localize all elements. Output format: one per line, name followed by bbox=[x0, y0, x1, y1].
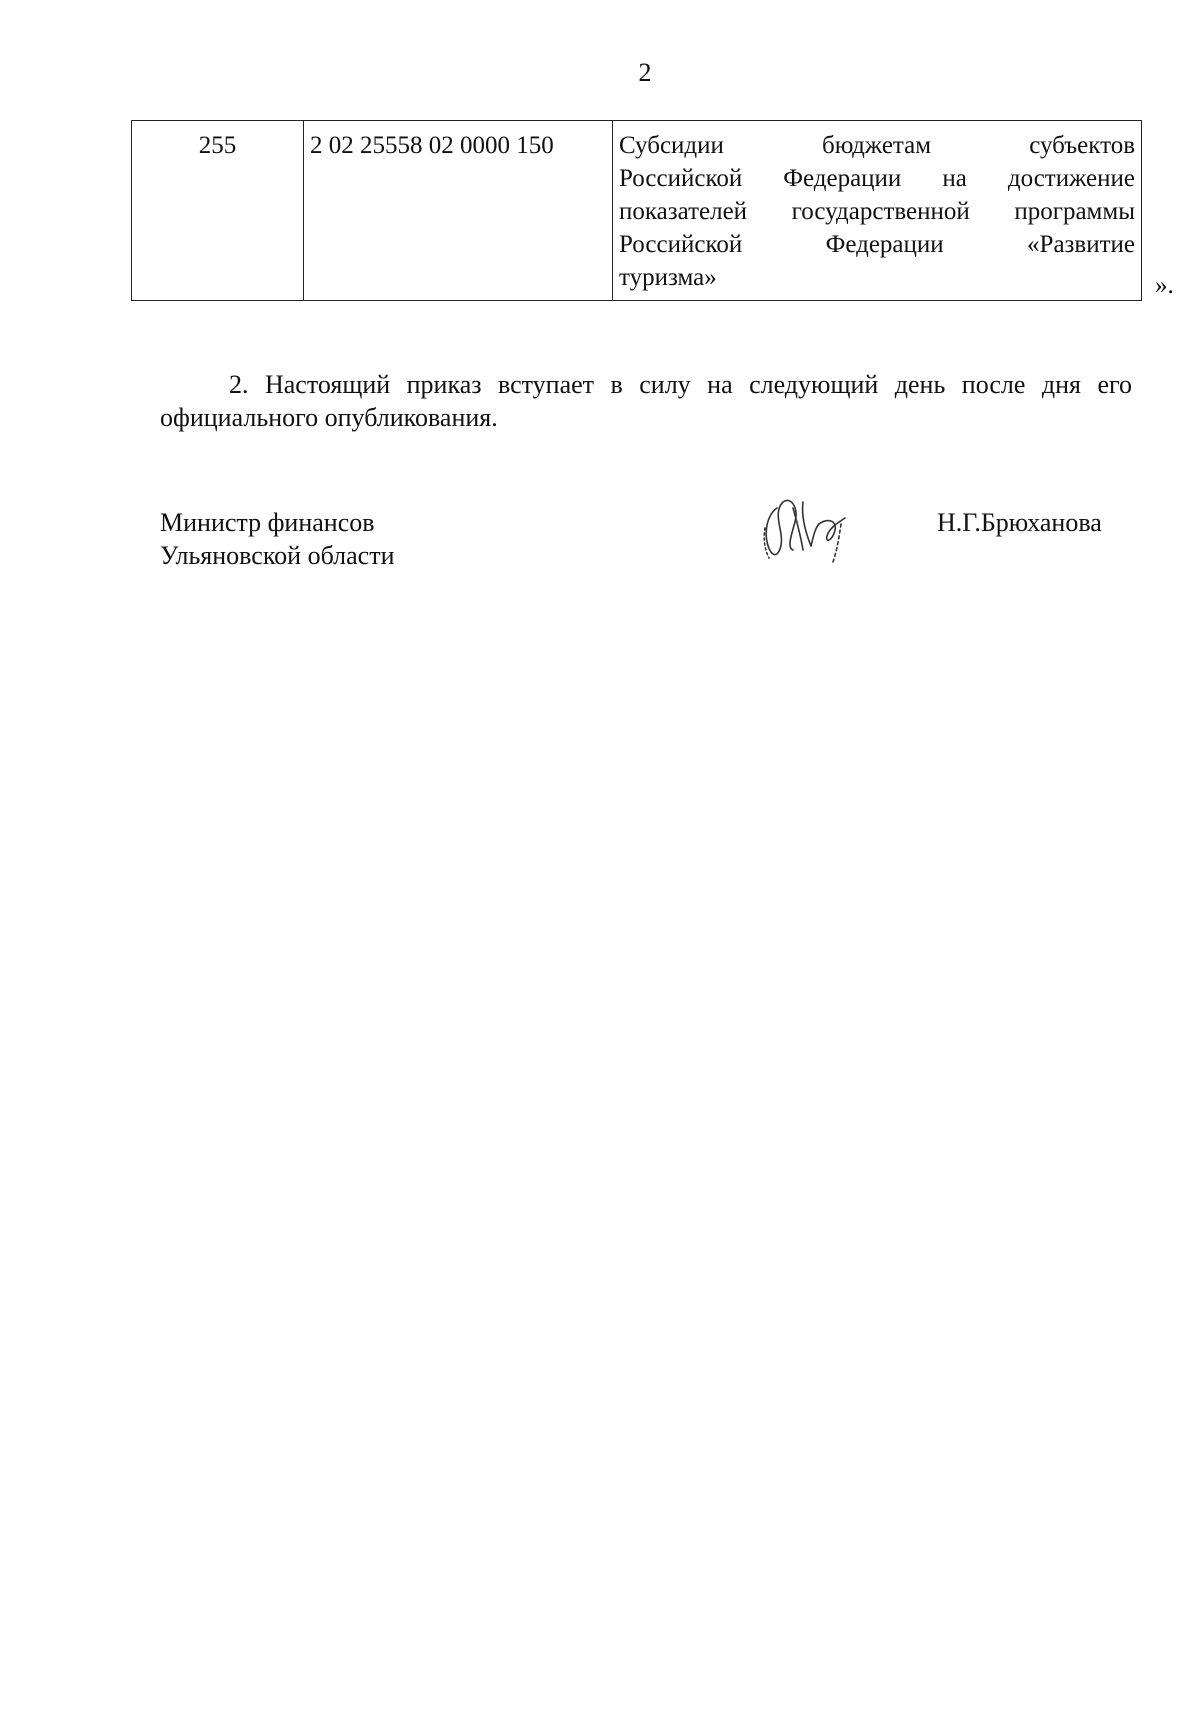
description-line: показателей государственной программы bbox=[619, 198, 1135, 225]
signatory-title bbox=[160, 506, 394, 572]
signatory-name: Н.Г.Брюханова bbox=[937, 508, 1102, 537]
description-cell bbox=[613, 121, 1142, 301]
budget-codes-table bbox=[131, 120, 1142, 301]
closing-quote-mark: ». bbox=[1155, 272, 1174, 299]
description-line: туризма» bbox=[619, 264, 717, 291]
paragraph-effective-date: 2. Настоящий приказ вступает в силу на следующий день после дня его официального опубликования. bbox=[160, 370, 1132, 432]
signatory-title-line1: Министр финансов bbox=[160, 508, 375, 537]
description-line: Российской Федерации на достижение bbox=[619, 165, 1135, 192]
description-line: Субсидии бюджетам субъектов bbox=[619, 132, 1135, 159]
table-row bbox=[132, 121, 1142, 301]
description-line: Российской Федерации «Развитие bbox=[619, 231, 1135, 258]
handwritten-signature-icon bbox=[757, 488, 857, 568]
signatory-title-line2: Ульяновской области bbox=[160, 541, 395, 570]
budget-code-cell: 2 02 25558 02 0000 150 bbox=[304, 121, 613, 301]
page-number: 2 bbox=[638, 58, 652, 87]
row-number-cell: 255 bbox=[132, 121, 304, 301]
